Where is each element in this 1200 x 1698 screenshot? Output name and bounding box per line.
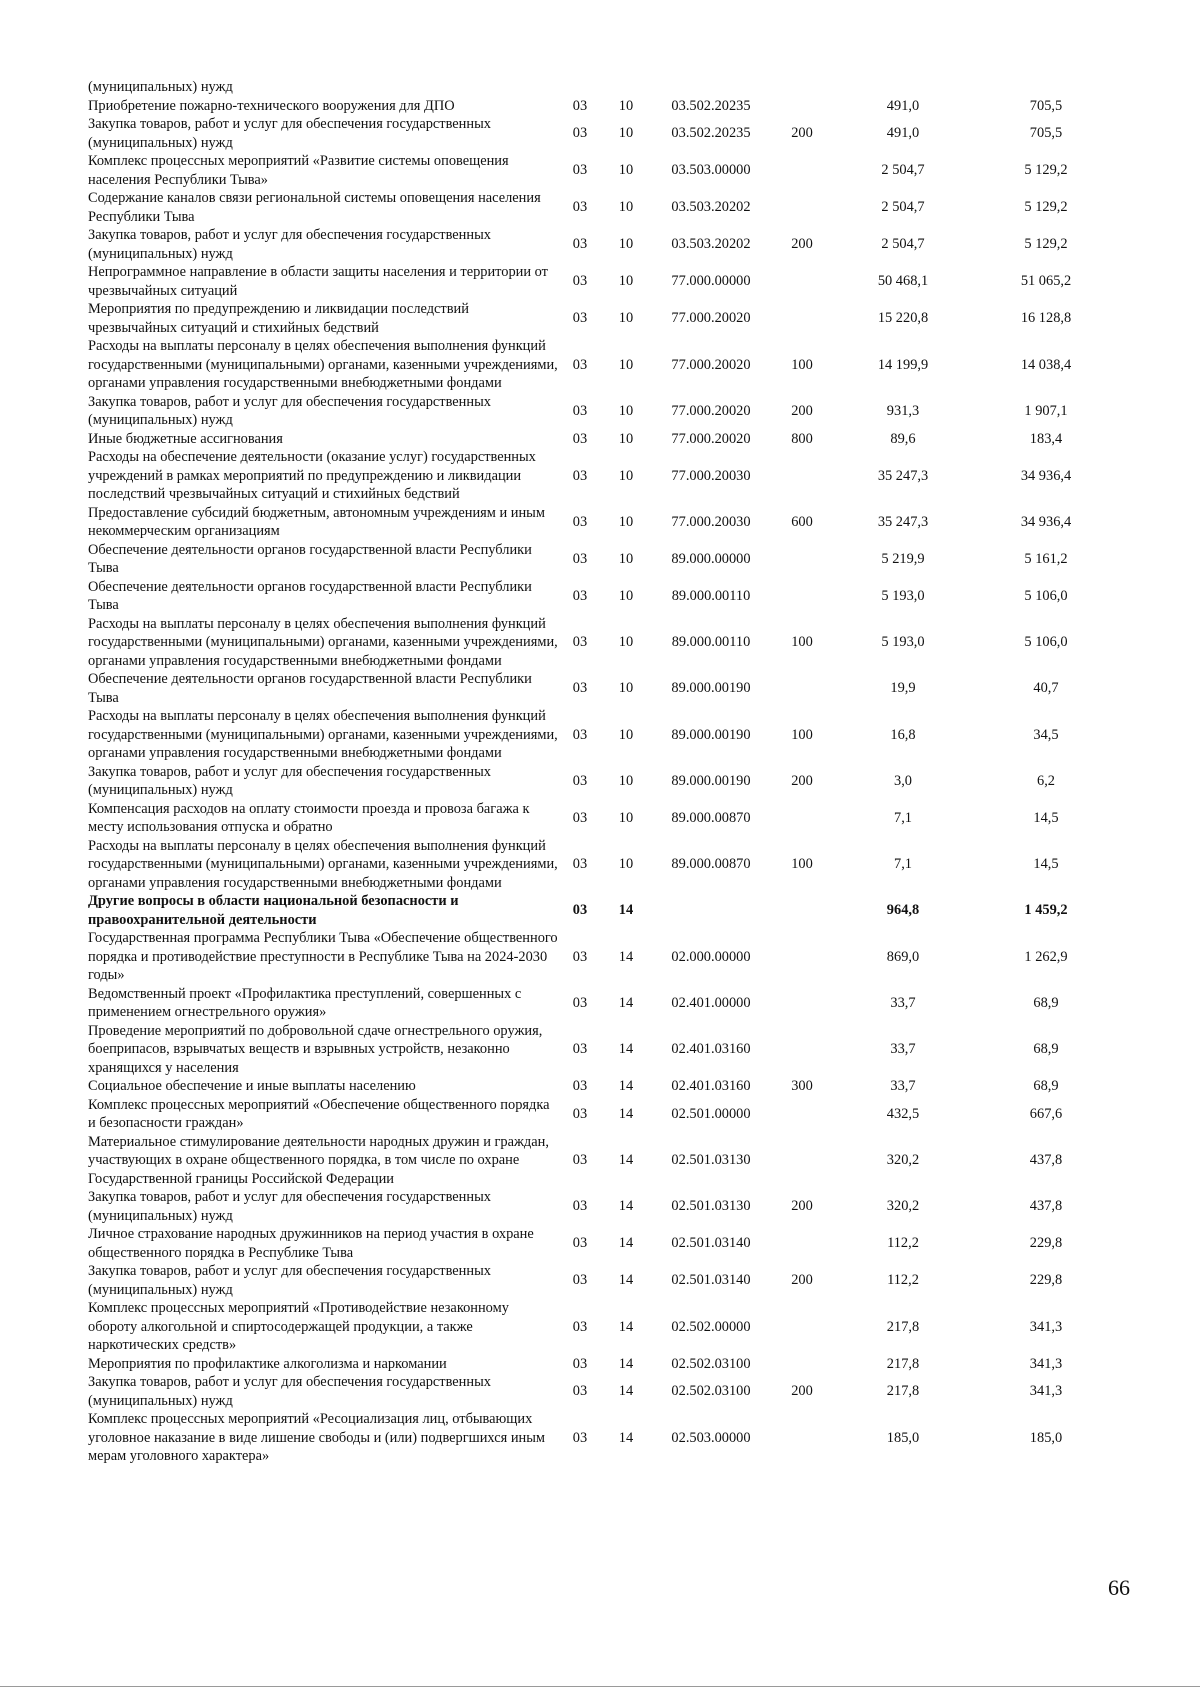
row-target-article <box>652 78 770 97</box>
row-section: 03 <box>572 356 588 373</box>
row-expense-type <box>770 263 834 300</box>
row-target-article: 02.502.03100 <box>671 1355 751 1372</box>
row-target-article: 02.401.03160 <box>671 1041 751 1057</box>
table-row <box>88 929 1120 985</box>
row-amount-year1: 5 193,0 <box>881 587 925 604</box>
row-name: Комплекс процессных мероприятий «Обеспечение общественного порядка и безопасности граждан» <box>88 1096 550 1131</box>
table-row <box>88 892 1120 929</box>
row-amount-year1: 33,7 <box>890 1041 916 1057</box>
row-amount-year2: 34 936,4 <box>1020 513 1072 530</box>
table-row <box>88 393 1120 430</box>
row-name: Социальное обеспечение и иные выплаты населению <box>88 1078 416 1094</box>
row-name: Содержание каналов связи региональной системы оповещения населения Республики Тыва <box>88 190 541 225</box>
row-name: Приобретение пожарно-технического вооружения для ДПО <box>88 97 455 114</box>
row-target-article: 02.502.03100 <box>671 1383 751 1400</box>
row-subsection: 10 <box>618 809 634 826</box>
row-name: Расходы на выплаты персоналу в целях обеспечения выполнения функций государственными (муниципальными) органами, казенными учреждениями, органами управления государственными внебюджетными фондами <box>88 615 558 669</box>
row-section: 03 <box>572 587 588 604</box>
table-row <box>88 97 1120 116</box>
table-row <box>88 1022 1120 1078</box>
row-target-article: 89.000.00110 <box>671 634 751 650</box>
row-amount-year2: 68,9 <box>1033 1041 1059 1057</box>
row-amount-year2: 705,5 <box>1029 97 1063 114</box>
row-section: 03 <box>572 1198 588 1215</box>
row-name: Иные бюджетные ассигнования <box>88 430 283 447</box>
row-expense-type <box>770 1410 834 1466</box>
row-section: 03 <box>572 902 588 919</box>
row-amount-year2: 437,8 <box>1029 1198 1063 1215</box>
row-expense-type: 100 <box>791 856 813 872</box>
row-target-article: 77.000.20020 <box>671 430 751 447</box>
row-target-article: 03.503.00000 <box>671 162 751 179</box>
row-name: Компенсация расходов на оплату стоимости проезда и провоза багажа к месту использования отпуска и обратно <box>88 800 530 835</box>
row-subsection: 10 <box>618 310 634 327</box>
row-amount-year1: 112,2 <box>887 1235 919 1252</box>
row-subsection: 14 <box>618 1041 634 1057</box>
row-subsection: 10 <box>618 587 634 604</box>
row-amount-year1: 33,7 <box>890 1078 916 1094</box>
row-target-article: 02.000.00000 <box>671 948 751 965</box>
row-amount-year2: 68,9 <box>1033 1078 1059 1094</box>
row-amount-year1: 217,8 <box>886 1318 920 1335</box>
table-row <box>88 1355 1120 1374</box>
row-amount-year1: 2 504,7 <box>881 236 925 253</box>
row-section: 03 <box>572 1429 588 1446</box>
row-amount-year2: 341,3 <box>1029 1355 1063 1372</box>
row-expense-type: 100 <box>791 356 813 373</box>
row-name: Расходы на выплаты персоналу в целях обеспечения выполнения функций государственными (муниципальными) органами, казенными учреждениями, органами управления государственными внебюджетными фондами <box>88 338 558 391</box>
row-amount-year1: 931,3 <box>886 402 920 419</box>
row-section: 03 <box>572 772 588 789</box>
row-target-article: 02.401.00000 <box>671 994 751 1011</box>
row-name: Закупка товаров, работ и услуг для обеспечения государственных (муниципальных) нужд <box>88 1263 491 1298</box>
row-amount-year2: 14,5 <box>1033 856 1059 872</box>
row-subsection: 14 <box>618 994 634 1011</box>
row-subsection: 14 <box>618 1318 634 1335</box>
row-section: 03 <box>572 1152 588 1168</box>
row-subsection: 10 <box>618 634 634 650</box>
bottom-rule <box>0 1686 1200 1687</box>
table-row <box>88 226 1120 263</box>
table-row <box>88 115 1120 152</box>
row-name: Непрограммное направление в области защиты населения и территории от чрезвычайных ситуаций <box>88 264 548 299</box>
row-subsection: 10 <box>618 726 634 743</box>
row-amount-year1: 432,5 <box>886 1105 920 1122</box>
row-amount-year2: 14 038,4 <box>1020 356 1072 373</box>
row-amount-year2: 5 106,0 <box>1024 634 1068 650</box>
row-section: 03 <box>572 856 588 872</box>
row-name: Закупка товаров, работ и услуг для обеспечения государственных (муниципальных) нужд <box>88 1189 491 1224</box>
row-name: Комплекс процессных мероприятий «Ресоциализация лиц, отбывающих уголовное наказание в виде лишение свободы и (или) подвергшихся иным мерам уголовного характера» <box>88 1411 545 1464</box>
row-section: 03 <box>572 726 588 743</box>
row-expense-type <box>770 1299 834 1355</box>
table-row <box>88 504 1120 541</box>
row-expense-type <box>770 670 834 707</box>
row-amount-year2: 341,3 <box>1029 1318 1063 1335</box>
table-row <box>88 1410 1120 1466</box>
row-expense-type <box>770 578 834 615</box>
row-amount-year1: 35 247,3 <box>877 513 929 530</box>
table-row <box>88 1188 1120 1225</box>
row-subsection: 14 <box>618 1429 634 1446</box>
row-target-article: 02.503.00000 <box>671 1429 751 1446</box>
row-subsection <box>600 78 652 97</box>
row-name: Другие вопросы в области национальной безопасности и правоохранительной деятельности <box>88 893 459 928</box>
row-amount-year2: 5 129,2 <box>1024 236 1068 253</box>
row-section: 03 <box>572 1318 588 1335</box>
row-section: 03 <box>572 430 588 447</box>
row-expense-type <box>770 97 834 116</box>
row-amount-year1: 7,1 <box>894 809 912 826</box>
row-target-article: 89.000.00870 <box>671 856 751 872</box>
row-expense-type: 200 <box>791 1198 813 1215</box>
row-target-article: 02.502.00000 <box>671 1318 751 1335</box>
row-name: Материальное стимулирование деятельности народных дружин и граждан, участвующих в охране общественного порядка, в том числе по охране Государственной границы Российской Федерации <box>88 1133 549 1187</box>
row-target-article: 77.000.20020 <box>671 356 751 373</box>
row-subsection: 10 <box>618 513 634 530</box>
table-row <box>88 1096 1120 1133</box>
table-row <box>88 541 1120 578</box>
row-amount-year2: 34 936,4 <box>1020 467 1072 484</box>
row-section: 03 <box>572 680 588 697</box>
row-subsection: 14 <box>618 1078 634 1094</box>
row-section: 03 <box>572 273 588 290</box>
row-target-article: 89.000.00110 <box>671 587 751 604</box>
row-target-article: 77.000.00000 <box>671 273 751 290</box>
row-amount-year2: 5 129,2 <box>1024 199 1068 216</box>
row-target-article: 89.000.00190 <box>671 680 751 697</box>
row-amount-year2: 68,9 <box>1033 994 1059 1011</box>
table-row <box>88 985 1120 1022</box>
row-target-article: 77.000.20030 <box>671 513 751 530</box>
row-subsection: 10 <box>618 273 634 290</box>
row-section: 03 <box>572 513 588 530</box>
row-name: Расходы на обеспечение деятельности (оказание услуг) государственных учреждений в рамках мероприятий по предупреждению и ликвидации последствий чрезвычайных ситуаций и стихийных бедствий <box>88 449 536 502</box>
row-name: Закупка товаров, работ и услуг для обеспечения государственных (муниципальных) нужд <box>88 1374 491 1409</box>
row-amount-year1: 491,0 <box>886 97 920 114</box>
row-expense-type <box>770 892 834 929</box>
row-section: 03 <box>572 1235 588 1252</box>
row-expense-type <box>770 448 834 504</box>
row-subsection: 10 <box>618 772 634 789</box>
row-expense-type <box>770 1133 834 1189</box>
row-name: Закупка товаров, работ и услуг для обеспечения государственных (муниципальных) нужд <box>88 227 491 262</box>
row-subsection: 10 <box>618 236 634 253</box>
row-expense-type: 200 <box>791 772 813 789</box>
row-expense-type: 200 <box>791 236 813 253</box>
row-name: Обеспечение деятельности органов государственной власти Республики Тыва <box>88 541 532 576</box>
table-row <box>88 1225 1120 1262</box>
table-row <box>88 337 1120 393</box>
row-amount-year2: 705,5 <box>1029 125 1063 142</box>
budget-table <box>88 78 1120 1466</box>
row-subsection: 14 <box>618 1105 634 1122</box>
table-row <box>88 448 1120 504</box>
row-amount-year1: 5 193,0 <box>881 634 925 650</box>
page-number: 66 <box>1108 1575 1130 1600</box>
table-row <box>88 189 1120 226</box>
row-amount-year1: 14 199,9 <box>877 356 929 373</box>
row-name: (муниципальных) нужд <box>88 79 233 95</box>
row-name: Мероприятия по профилактике алкоголизма и наркомании <box>88 1355 447 1372</box>
row-amount-year1: 320,2 <box>886 1152 920 1168</box>
row-expense-type <box>770 929 834 985</box>
row-expense-type: 200 <box>791 125 813 142</box>
row-section: 03 <box>572 550 588 567</box>
table-row <box>88 1077 1120 1096</box>
row-amount-year2: 437,8 <box>1029 1152 1063 1168</box>
table-row <box>88 78 1120 97</box>
row-amount-year2: 1 907,1 <box>1024 402 1068 419</box>
row-expense-type <box>770 800 834 837</box>
row-section: 03 <box>572 994 588 1011</box>
row-name: Обеспечение деятельности органов государственной власти Республики Тыва <box>88 578 532 613</box>
row-subsection: 10 <box>618 467 634 484</box>
row-target-article: 89.000.00190 <box>671 772 751 789</box>
row-subsection: 14 <box>618 1355 634 1372</box>
row-section: 03 <box>572 1105 588 1122</box>
row-name: Проведение мероприятий по добровольной сдаче огнестрельного оружия, боеприпасов, взрывчатых веществ и взрывных устройств, незаконно хранящихся у населения <box>88 1022 543 1076</box>
row-subsection: 14 <box>618 1272 634 1289</box>
table-row <box>88 1373 1120 1410</box>
table-row <box>88 837 1120 893</box>
table-row <box>88 763 1120 800</box>
table-row <box>88 707 1120 763</box>
row-expense-type <box>770 1022 834 1078</box>
row-subsection: 10 <box>618 162 634 179</box>
row-section: 03 <box>572 1078 588 1094</box>
row-expense-type: 100 <box>791 634 813 650</box>
row-section: 03 <box>572 162 588 179</box>
row-amount-year1: 15 220,8 <box>877 310 929 327</box>
row-section: 03 <box>572 125 588 142</box>
row-amount-year1: 217,8 <box>886 1383 920 1400</box>
row-section: 03 <box>572 199 588 216</box>
row-amount-year1: 491,0 <box>886 125 920 142</box>
row-amount-year1: 3,0 <box>894 772 912 789</box>
row-expense-type <box>770 1096 834 1133</box>
row-amount-year1: 185,0 <box>886 1429 920 1446</box>
row-name: Комплекс процессных мероприятий «Противодействие незаконному обороту алкогольной и спиртосодержащей продукции, а также наркотических средств» <box>88 1300 509 1353</box>
table-row <box>88 430 1120 449</box>
table-row <box>88 152 1120 189</box>
row-amount-year1: 112,2 <box>887 1272 919 1289</box>
row-expense-type: 100 <box>791 726 813 743</box>
table-row <box>88 670 1120 707</box>
row-section: 03 <box>572 1272 588 1289</box>
row-subsection: 10 <box>618 680 634 697</box>
table-row <box>88 800 1120 837</box>
row-target-article: 89.000.00870 <box>671 809 751 826</box>
row-subsection: 10 <box>618 97 634 114</box>
row-expense-type: 200 <box>791 1383 813 1400</box>
row-amount-year1 <box>834 78 972 97</box>
row-amount-year2: 5 129,2 <box>1024 162 1068 179</box>
row-expense-type <box>770 78 834 97</box>
table-row <box>88 300 1120 337</box>
row-subsection: 14 <box>618 1198 634 1215</box>
row-amount-year1: 35 247,3 <box>877 467 929 484</box>
row-amount-year2: 1 459,2 <box>1024 902 1068 919</box>
row-target-article: 02.501.03130 <box>671 1152 751 1168</box>
row-section: 03 <box>572 97 588 114</box>
row-target-article: 89.000.00190 <box>671 726 751 743</box>
table-row <box>88 1262 1120 1299</box>
row-expense-type: 600 <box>791 513 813 530</box>
row-subsection: 14 <box>618 1235 634 1252</box>
row-amount-year1: 16,8 <box>890 726 916 743</box>
row-amount-year2: 341,3 <box>1029 1383 1063 1400</box>
row-subsection: 10 <box>618 356 634 373</box>
row-amount-year1: 2 504,7 <box>881 199 925 216</box>
row-amount-year1: 217,8 <box>886 1355 920 1372</box>
row-amount-year2: 51 065,2 <box>1020 273 1072 290</box>
row-amount-year1: 2 504,7 <box>881 162 925 179</box>
row-target-article: 02.401.03160 <box>671 1078 751 1094</box>
row-target-article: 03.503.20202 <box>671 199 751 216</box>
row-amount-year2: 6,2 <box>1037 772 1055 789</box>
row-name: Расходы на выплаты персоналу в целях обеспечения выполнения функций государственными (муниципальными) органами, казенными учреждениями, органами управления государственными внебюджетными фондами <box>88 708 558 761</box>
row-name: Расходы на выплаты персоналу в целях обеспечения выполнения функций государственными (муниципальными) органами, казенными учреждениями, органами управления государственными внебюджетными фондами <box>88 837 558 891</box>
row-subsection: 10 <box>618 199 634 216</box>
row-target-article: 77.000.20030 <box>671 467 751 484</box>
row-target-article <box>652 892 770 929</box>
budget-table-body <box>88 78 1120 1466</box>
row-expense-type <box>770 189 834 226</box>
row-amount-year1: 50 468,1 <box>877 273 929 290</box>
row-name: Закупка товаров, работ и услуг для обеспечения государственных (муниципальных) нужд <box>88 763 491 798</box>
row-amount-year1: 19,9 <box>890 680 916 697</box>
row-target-article: 02.501.00000 <box>671 1105 751 1122</box>
row-subsection: 14 <box>618 1152 634 1168</box>
row-amount-year2: 667,6 <box>1029 1105 1063 1122</box>
row-amount-year2: 229,8 <box>1029 1235 1063 1252</box>
row-section: 03 <box>572 310 588 327</box>
row-expense-type <box>770 1355 834 1374</box>
row-expense-type: 300 <box>791 1078 813 1094</box>
table-row <box>88 263 1120 300</box>
row-amount-year1: 320,2 <box>886 1198 920 1215</box>
row-amount-year2: 40,7 <box>1033 680 1059 697</box>
row-section: 03 <box>572 1355 588 1372</box>
row-name: Предоставление субсидий бюджетным, автономным учреждениям и иным некоммерческим организациям <box>88 504 545 539</box>
row-name: Закупка товаров, работ и услуг для обеспечения государственных (муниципальных) нужд <box>88 393 491 428</box>
row-amount-year1: 964,8 <box>886 902 920 919</box>
row-amount-year2: 5 106,0 <box>1024 587 1068 604</box>
row-amount-year1: 7,1 <box>894 856 912 872</box>
row-subsection: 10 <box>618 125 634 142</box>
row-target-article: 02.501.03130 <box>671 1198 751 1215</box>
row-target-article: 03.502.20235 <box>671 125 751 142</box>
row-section: 03 <box>572 236 588 253</box>
row-name: Комплекс процессных мероприятий «Развитие системы оповещения населения Республики Тыва» <box>88 153 509 188</box>
table-row <box>88 615 1120 671</box>
row-name: Мероприятия по предупреждению и ликвидации последствий чрезвычайных ситуаций и стихийных бедствий <box>88 301 469 336</box>
row-amount-year1: 89,6 <box>890 430 916 447</box>
row-section: 03 <box>572 467 588 484</box>
row-target-article: 89.000.00000 <box>671 550 751 567</box>
row-name: Закупка товаров, работ и услуг для обеспечения государственных (муниципальных) нужд <box>88 116 491 151</box>
row-amount-year2: 5 161,2 <box>1024 550 1068 567</box>
row-target-article: 02.501.03140 <box>671 1235 751 1252</box>
row-expense-type <box>770 300 834 337</box>
row-target-article: 03.503.20202 <box>671 236 751 253</box>
table-row <box>88 1133 1120 1189</box>
table-row <box>88 1299 1120 1355</box>
row-amount-year2 <box>972 78 1120 97</box>
row-expense-type: 200 <box>791 402 813 419</box>
row-amount-year1: 869,0 <box>886 948 920 965</box>
row-target-article: 03.502.20235 <box>671 97 751 114</box>
row-section: 03 <box>572 402 588 419</box>
row-name: Личное страхование народных дружинников на период участия в охране общественного порядка в Республике Тыва <box>88 1226 534 1261</box>
row-target-article: 02.501.03140 <box>671 1272 751 1289</box>
row-subsection: 10 <box>618 430 634 447</box>
row-subsection: 10 <box>618 550 634 567</box>
row-amount-year2: 229,8 <box>1029 1272 1063 1289</box>
row-section: 03 <box>572 948 588 965</box>
row-section: 03 <box>572 634 588 650</box>
row-name: Обеспечение деятельности органов государственной власти Республики Тыва <box>88 671 532 706</box>
row-amount-year2: 183,4 <box>1029 430 1063 447</box>
row-name: Государственная программа Республики Тыва «Обеспечение общественного порядка и противодействие преступности в Республике Тыва на 2024-2030 годы» <box>88 930 558 983</box>
row-amount-year2: 34,5 <box>1033 726 1059 743</box>
row-expense-type: 200 <box>791 1272 813 1289</box>
row-name: Ведомственный проект «Профилактика преступлений, совершенных с применением огнестрельного оружия» <box>88 985 522 1020</box>
row-subsection: 14 <box>618 902 634 919</box>
row-expense-type <box>770 1225 834 1262</box>
row-section: 03 <box>572 1041 588 1057</box>
row-amount-year2: 14,5 <box>1033 809 1059 826</box>
row-amount-year2: 16 128,8 <box>1020 310 1072 327</box>
row-section <box>560 78 600 97</box>
table-row <box>88 578 1120 615</box>
row-section: 03 <box>572 809 588 826</box>
row-expense-type <box>770 541 834 578</box>
row-subsection: 14 <box>618 948 634 965</box>
row-section: 03 <box>572 1383 588 1400</box>
row-subsection: 14 <box>618 1383 634 1400</box>
row-expense-type <box>770 985 834 1022</box>
row-amount-year2: 185,0 <box>1029 1429 1063 1446</box>
row-amount-year1: 33,7 <box>890 994 916 1011</box>
row-subsection: 10 <box>618 856 634 872</box>
row-expense-type <box>770 152 834 189</box>
row-amount-year1: 5 219,9 <box>881 550 925 567</box>
row-expense-type: 800 <box>791 430 813 447</box>
row-amount-year2: 1 262,9 <box>1024 948 1068 965</box>
row-target-article: 77.000.20020 <box>671 310 751 327</box>
row-target-article: 77.000.20020 <box>671 402 751 419</box>
row-subsection: 10 <box>618 402 634 419</box>
